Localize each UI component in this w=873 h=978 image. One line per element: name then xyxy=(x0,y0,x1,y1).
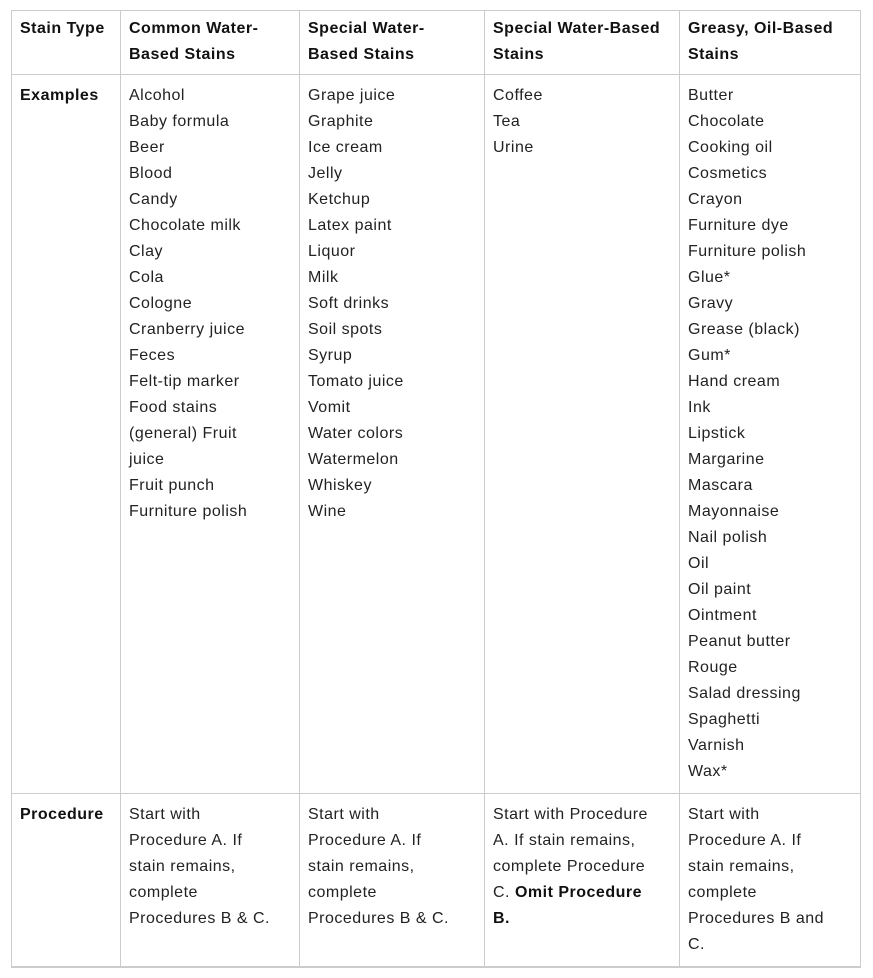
procedure-cell-greasy xyxy=(680,794,861,968)
example-item: Felt-tip marker xyxy=(129,373,240,390)
example-item: Soft drinks xyxy=(308,295,390,312)
example-item: Varnish xyxy=(688,737,745,754)
example-item: Furniture polish xyxy=(688,243,807,260)
example-item: Fruit punch xyxy=(129,477,215,494)
example-item: Cosmetics xyxy=(688,165,768,182)
example-item: Syrup xyxy=(308,347,353,364)
example-item: Clay xyxy=(129,243,164,260)
example-item: Cranberry juice xyxy=(129,321,245,338)
example-item: Coffee xyxy=(493,87,543,104)
example-item: Cola xyxy=(129,269,164,286)
header-cell-common-water-based: Common Water-Based Stains xyxy=(121,11,300,75)
procedure-row-label: Procedure xyxy=(12,794,121,968)
procedure-text: Start with Procedure A. If stain remains, complete Procedures B and C. xyxy=(688,806,825,953)
example-item: Chocolate xyxy=(688,113,765,130)
stain-removal-table xyxy=(11,10,861,968)
example-item: Candy xyxy=(129,191,178,208)
example-item: Liquor xyxy=(308,243,356,260)
example-item: Ink xyxy=(688,399,711,416)
example-item: Rouge xyxy=(688,659,738,676)
header-row xyxy=(12,11,861,75)
example-item: Crayon xyxy=(688,191,743,208)
header-cell-stain-type: Stain Type xyxy=(12,11,121,75)
example-item: Wine xyxy=(308,503,347,520)
example-item: Peanut butter xyxy=(688,633,791,650)
procedure-row xyxy=(12,794,861,968)
example-item: Milk xyxy=(308,269,339,286)
example-item: Feces xyxy=(129,347,176,364)
example-item: Mayonnaise xyxy=(688,503,780,520)
header-cell-greasy-oil-based: Greasy, Oil-Based Stains xyxy=(680,11,861,75)
example-item: Ice cream xyxy=(308,139,383,156)
example-item: Grease (black) xyxy=(688,321,800,338)
procedure-cell-common xyxy=(121,794,300,968)
example-item: Gum* xyxy=(688,347,731,364)
procedure-cell-special-2 xyxy=(485,794,680,968)
header-cell-special-water-based-1: Special Water-Based Stains xyxy=(300,11,485,75)
procedure-text-bold: Omit Procedure B. xyxy=(493,884,642,927)
examples-row xyxy=(12,75,861,794)
example-item: Spaghetti xyxy=(688,711,761,728)
example-item: Food stains (general) Fruit juice xyxy=(129,399,237,468)
examples-cell-special-2 xyxy=(485,75,680,794)
example-item: Wax* xyxy=(688,763,728,780)
example-item: Whiskey xyxy=(308,477,372,494)
example-item: Soil spots xyxy=(308,321,383,338)
examples-cell-special-1 xyxy=(300,75,485,794)
example-item: Nail polish xyxy=(688,529,768,546)
example-item: Urine xyxy=(493,139,534,156)
example-item: Beer xyxy=(129,139,165,156)
example-item: Baby formula xyxy=(129,113,230,130)
examples-cell-greasy xyxy=(680,75,861,794)
example-item: Ketchup xyxy=(308,191,371,208)
header-cell-special-water-based-2: Special Water-Based Stains xyxy=(485,11,680,75)
example-item: Oil xyxy=(688,555,710,572)
example-item: Tomato juice xyxy=(308,373,404,390)
example-item: Margarine xyxy=(688,451,765,468)
example-item: Chocolate milk xyxy=(129,217,241,234)
example-item: Butter xyxy=(688,87,734,104)
example-item: Watermelon xyxy=(308,451,399,468)
procedure-cell-special-1 xyxy=(300,794,485,968)
example-item: Furniture dye xyxy=(688,217,789,234)
example-item: Cologne xyxy=(129,295,193,312)
example-item: Grape juice xyxy=(308,87,396,104)
procedure-text: Start with Procedure A. If stain remains, complete Procedures B & C. xyxy=(129,806,270,927)
example-item: Alcohol xyxy=(129,87,185,104)
example-item: Salad dressing xyxy=(688,685,801,702)
example-item: Furniture polish xyxy=(129,503,248,520)
example-item: Mascara xyxy=(688,477,753,494)
example-item: Blood xyxy=(129,165,173,182)
example-item: Tea xyxy=(493,113,521,130)
example-item: Ointment xyxy=(688,607,757,624)
example-item: Latex paint xyxy=(308,217,392,234)
examples-row-label: Examples xyxy=(12,75,121,794)
example-item: Cooking oil xyxy=(688,139,773,156)
example-item: Vomit xyxy=(308,399,351,416)
example-item: Oil paint xyxy=(688,581,752,598)
example-item: Graphite xyxy=(308,113,374,130)
example-item: Jelly xyxy=(308,165,343,182)
examples-cell-common xyxy=(121,75,300,794)
example-item: Water colors xyxy=(308,425,404,442)
example-item: Hand cream xyxy=(688,373,781,390)
example-item: Gravy xyxy=(688,295,734,312)
example-item: Glue* xyxy=(688,269,731,286)
example-item: Lipstick xyxy=(688,425,746,442)
procedure-text: Start with Procedure A. If stain remains, complete Procedures B & C. xyxy=(308,806,449,927)
procedure-text: Start with Procedure A. If stain remains, complete Procedure C. xyxy=(493,806,648,901)
